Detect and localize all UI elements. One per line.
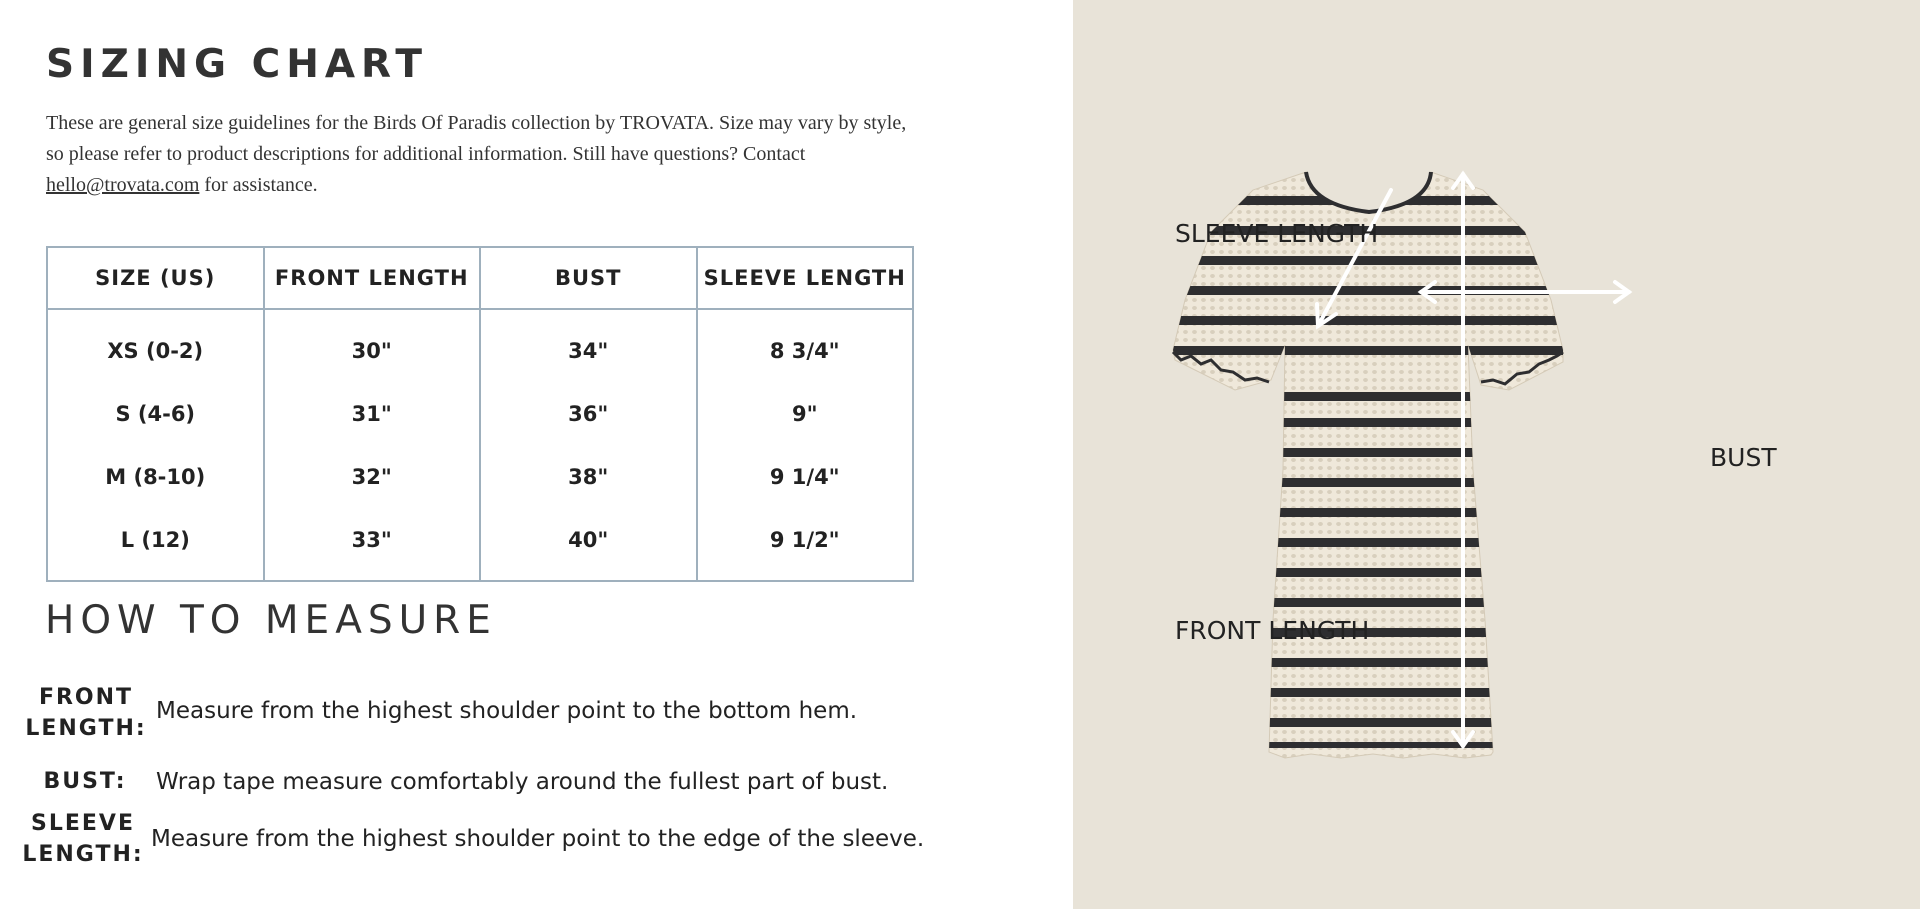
measure-label-line: FRONT (38, 685, 134, 710)
measure-description: Wrap tape measure comfortably around the fullest part of bust. (156, 769, 889, 795)
intro-text-end: for assistance. (199, 174, 318, 196)
cell-front-length: 31" (264, 382, 481, 445)
table-row (47, 309, 913, 382)
table-row (47, 508, 913, 581)
cell-bust: 38" (480, 445, 697, 508)
measure-label-line: SLEEVE (31, 811, 135, 836)
page-title: SIZING CHART (46, 42, 428, 87)
measure-label-line: BUST: (43, 769, 127, 794)
cell-size: M (8-10) (47, 445, 264, 508)
measurement-diagram-panel (1073, 0, 1920, 909)
sleeve-length-label: SLEEVE LENGTH (1175, 219, 1379, 248)
cell-sleeve-length: 9" (697, 382, 914, 445)
cell-sleeve-length: 8 3/4" (697, 309, 914, 382)
cell-bust: 36" (480, 382, 697, 445)
size-table (46, 246, 914, 582)
measure-label-line: LENGTH: (25, 716, 147, 741)
cell-size: S (4-6) (47, 382, 264, 445)
intro-paragraph (46, 108, 916, 201)
cell-bust: 40" (480, 508, 697, 581)
intro-text: These are general size guidelines for the Birds Of Paradis collection by TROVATA. Size may vary by style, so please refer to product descriptions for additional information. Still have questions? Contact (46, 112, 907, 165)
measure-label-line: LENGTH: (22, 842, 144, 867)
cell-size: L (12) (47, 508, 264, 581)
header-bust: BUST (480, 247, 697, 309)
measure-description: Measure from the highest shoulder point to the edge of the sleeve. (151, 826, 925, 852)
cell-bust: 34" (480, 309, 697, 382)
measure-label (0, 766, 170, 797)
dress-illustration (1073, 0, 1920, 909)
measure-label (1, 682, 171, 744)
bust-label: BUST (1710, 443, 1777, 472)
header-sleeve-length: SLEEVE LENGTH (697, 247, 914, 309)
cell-size: XS (0-2) (47, 309, 264, 382)
header-front-length: FRONT LENGTH (264, 247, 481, 309)
measure-description: Measure from the highest shoulder point to the bottom hem. (156, 698, 858, 724)
cell-front-length: 32" (264, 445, 481, 508)
cell-front-length: 33" (264, 508, 481, 581)
contact-email-link[interactable]: hello@trovata.com (46, 174, 200, 196)
cell-sleeve-length: 9 1/4" (697, 445, 914, 508)
cell-front-length: 30" (264, 309, 481, 382)
header-size: SIZE (US) (47, 247, 264, 309)
front-length-label: FRONT LENGTH (1175, 616, 1370, 645)
table-header-row (47, 247, 913, 309)
cell-sleeve-length: 9 1/2" (697, 508, 914, 581)
table-row (47, 382, 913, 445)
measure-label (0, 808, 168, 870)
table-row (47, 445, 913, 508)
how-to-measure-title: HOW TO MEASURE (45, 598, 497, 643)
